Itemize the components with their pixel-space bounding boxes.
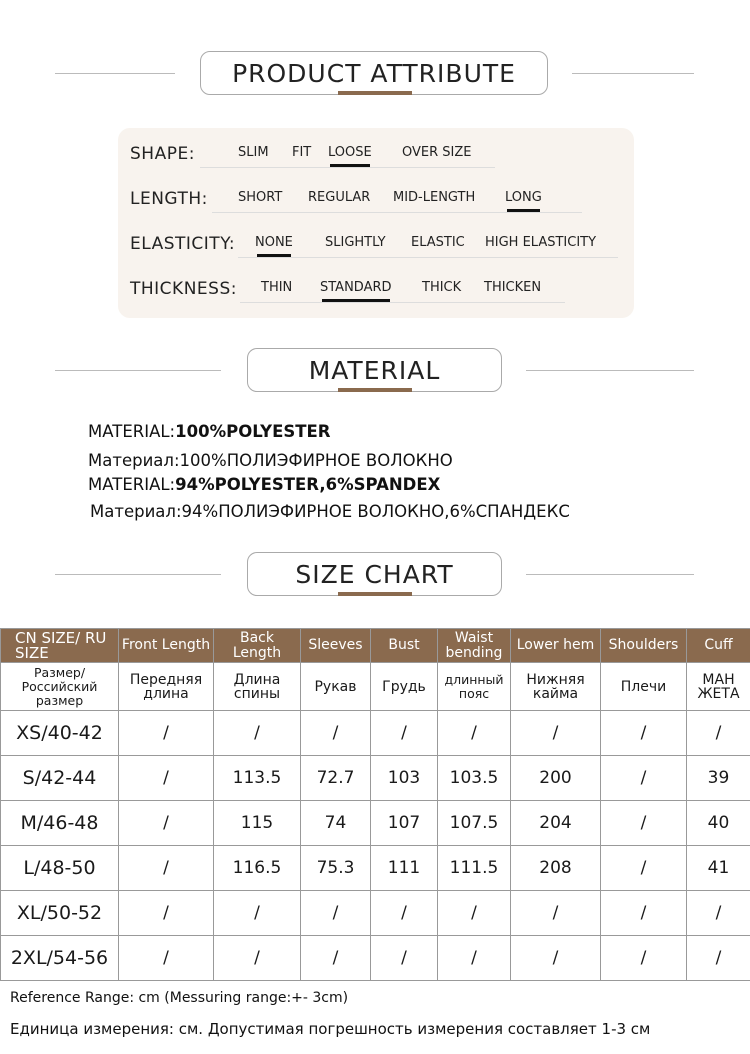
material-value: 94%ПОЛИЭФИРНОЕ ВОЛОКНО,6%СПАНДЕКС	[181, 502, 570, 521]
section-title: MATERIAL	[247, 348, 502, 392]
attribute-label: THICKNESS:	[130, 279, 237, 299]
table-cell: /	[119, 846, 214, 891]
column-header: Sleeves	[301, 629, 371, 663]
table-cell: 40	[687, 801, 750, 846]
section-header-attribute	[0, 51, 750, 97]
attribute-panel	[118, 128, 634, 318]
section-header-material	[0, 348, 750, 394]
attribute-label: SHAPE:	[130, 144, 195, 164]
table-cell: 75.3	[301, 846, 371, 891]
attribute-option: STANDARD	[320, 280, 392, 295]
table-cell: M/46-48	[1, 801, 119, 846]
table-cell: 41	[687, 846, 750, 891]
table-cell: /	[214, 936, 301, 981]
table-cell: S/42-44	[1, 756, 119, 801]
column-header: Back Length	[214, 629, 301, 663]
material-label: Материал:	[88, 451, 180, 470]
table-cell: L/48-50	[1, 846, 119, 891]
material-line	[90, 502, 570, 521]
column-header-ru: Грудь	[371, 663, 438, 711]
table-cell: /	[687, 936, 750, 981]
attribute-option: SLIGHTLY	[325, 235, 386, 250]
table-cell: 103	[371, 756, 438, 801]
attribute-option: REGULAR	[308, 190, 371, 205]
material-value: 100%ПОЛИЭФИРНОЕ ВОЛОКНО	[179, 451, 453, 470]
table-cell: /	[119, 801, 214, 846]
table-cell: /	[601, 801, 687, 846]
table-cell: 107	[371, 801, 438, 846]
table-header-row	[1, 629, 750, 663]
table-cell: 2XL/54-56	[1, 936, 119, 981]
material-label: MATERIAL:	[88, 422, 176, 441]
table-cell: 111.5	[438, 846, 511, 891]
column-header-ru: Длина спины	[214, 663, 301, 711]
material-line	[88, 451, 453, 470]
table-cell: /	[601, 891, 687, 936]
table-cell: 107.5	[438, 801, 511, 846]
table-cell: 204	[511, 801, 601, 846]
attribute-option: THICKEN	[484, 280, 542, 295]
attribute-option: HIGH ELASTICITY	[485, 235, 597, 250]
table-header-ru-row	[1, 663, 750, 711]
column-header-ru: длинный пояс	[438, 663, 511, 711]
section-title: SIZE CHART	[247, 552, 502, 596]
table-cell: 115	[214, 801, 301, 846]
column-header-ru: Передняя длина	[119, 663, 214, 711]
table-cell: /	[687, 891, 750, 936]
column-header-ru: Размер/ Российский размер	[1, 663, 119, 711]
column-header: Shoulders	[601, 629, 687, 663]
table-cell: /	[511, 711, 601, 756]
attribute-option: FIT	[292, 145, 312, 160]
table-cell: /	[301, 936, 371, 981]
section-title: PRODUCT ATTRIBUTE	[200, 51, 548, 95]
table-cell: /	[601, 756, 687, 801]
table-cell: 113.5	[214, 756, 301, 801]
attribute-option: SLIM	[238, 145, 269, 160]
size-chart-table	[0, 628, 750, 981]
table-row	[1, 891, 750, 936]
attribute-option: SHORT	[238, 190, 283, 205]
table-row	[1, 711, 750, 756]
table-cell: XS/40-42	[1, 711, 119, 756]
table-cell: 200	[511, 756, 601, 801]
column-header-ru: МАН ЖЕТА	[687, 663, 750, 711]
material-label: Материал:	[90, 502, 182, 521]
table-cell: /	[371, 891, 438, 936]
table-cell: /	[687, 711, 750, 756]
table-row	[1, 936, 750, 981]
attribute-option: THIN	[261, 280, 293, 295]
table-cell: /	[438, 936, 511, 981]
table-cell: XL/50-52	[1, 891, 119, 936]
column-header-ru: Нижняя кайма	[511, 663, 601, 711]
footer-note-ru: Единица измерения: см. Допустимая погрешность измерения составляет 1-3 см	[10, 1020, 651, 1038]
table-cell: 208	[511, 846, 601, 891]
material-value: 100%POLYESTER	[175, 422, 331, 441]
attribute-row	[130, 228, 630, 258]
material-label: MATERIAL:	[88, 475, 176, 494]
table-cell: /	[371, 711, 438, 756]
table-cell: /	[601, 711, 687, 756]
table-cell: 103.5	[438, 756, 511, 801]
table-cell: /	[119, 891, 214, 936]
table-cell: /	[214, 711, 301, 756]
table-cell: /	[511, 936, 601, 981]
section-header-size-chart	[0, 552, 750, 598]
table-cell: /	[438, 711, 511, 756]
column-header: Cuff	[687, 629, 750, 663]
attribute-label: LENGTH:	[130, 189, 208, 209]
table-cell: 116.5	[214, 846, 301, 891]
attribute-row	[130, 273, 630, 303]
attribute-option: ELASTIC	[411, 235, 465, 250]
table-row	[1, 846, 750, 891]
table-cell: 39	[687, 756, 750, 801]
table-row	[1, 801, 750, 846]
table-cell: 74	[301, 801, 371, 846]
material-value: 94%POLYESTER,6%SPANDEX	[175, 475, 441, 494]
table-cell: 111	[371, 846, 438, 891]
column-header: Lower hem	[511, 629, 601, 663]
table-cell: /	[119, 936, 214, 981]
attribute-option: NONE	[255, 235, 293, 250]
footer-note-en: Reference Range: cm (Messuring range:+- 3cm)	[10, 990, 349, 1006]
attribute-row	[130, 183, 630, 213]
table-cell: /	[511, 891, 601, 936]
column-header-ru: Плечи	[601, 663, 687, 711]
table-cell: 72.7	[301, 756, 371, 801]
table-cell: /	[119, 711, 214, 756]
table-cell: /	[601, 846, 687, 891]
table-cell: /	[371, 936, 438, 981]
column-header: CN SIZE/ RU SIZE	[1, 629, 119, 663]
attribute-option: LONG	[505, 190, 542, 205]
attribute-option: MID-LENGTH	[393, 190, 476, 205]
attribute-row	[130, 138, 630, 168]
material-line	[88, 422, 331, 441]
table-cell: /	[119, 756, 214, 801]
table-cell: /	[301, 891, 371, 936]
material-line	[88, 475, 440, 494]
attribute-option: OVER SIZE	[402, 145, 472, 160]
table-row	[1, 756, 750, 801]
column-header: Bust	[371, 629, 438, 663]
table-cell: /	[301, 711, 371, 756]
table-cell: /	[214, 891, 301, 936]
attribute-label: ELASTICITY:	[130, 234, 236, 254]
column-header: Waist bending	[438, 629, 511, 663]
table-cell: /	[438, 891, 511, 936]
column-header-ru: Рукав	[301, 663, 371, 711]
column-header: Front Length	[119, 629, 214, 663]
table-cell: /	[601, 936, 687, 981]
attribute-option: LOOSE	[328, 145, 372, 160]
attribute-option: THICK	[422, 280, 462, 295]
